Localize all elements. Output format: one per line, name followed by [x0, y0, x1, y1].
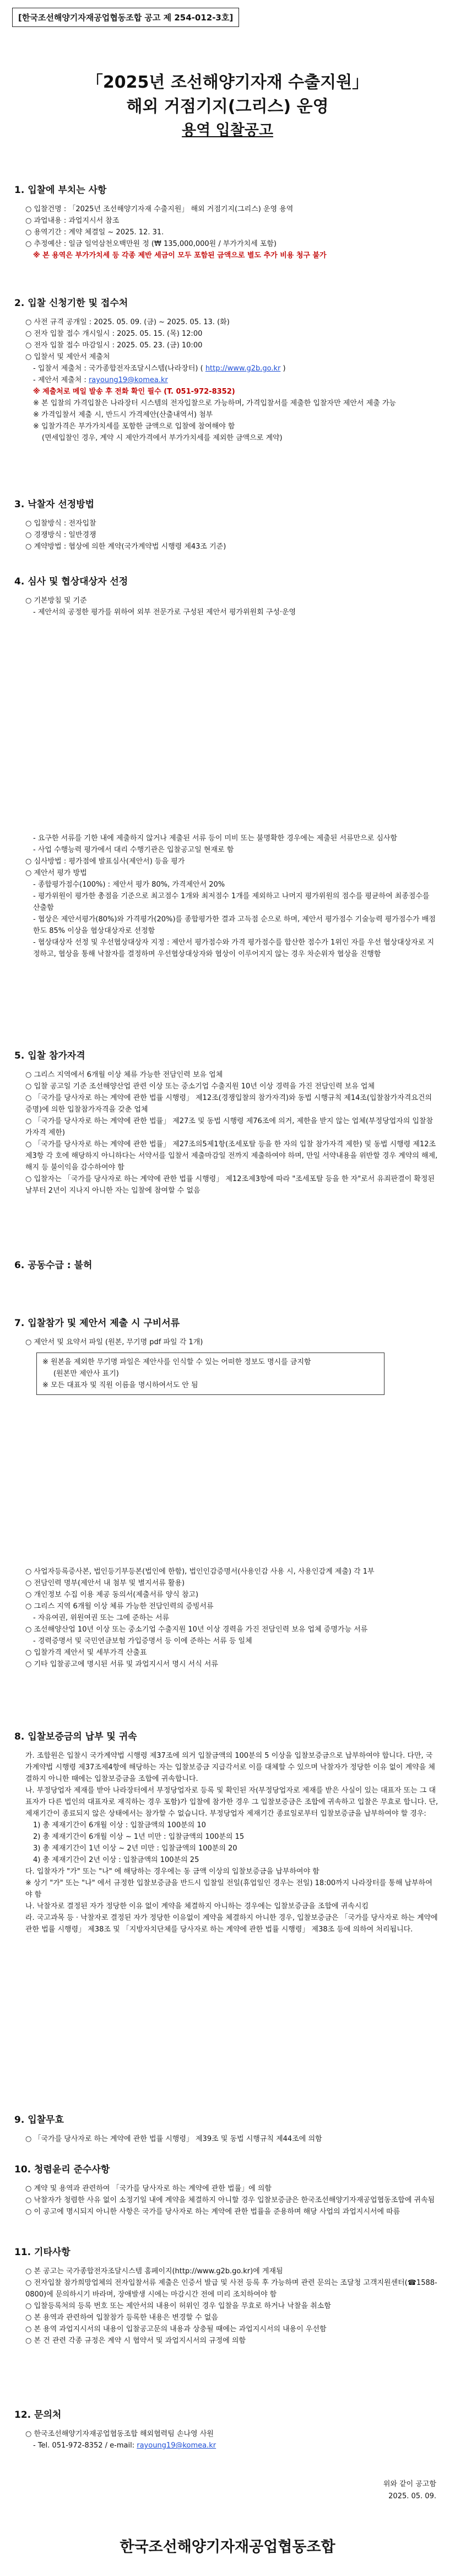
contact-email-link[interactable]: rayoung19@komea.kr	[137, 2441, 216, 2450]
s7-line: ○ 전담인력 명부(제안서 내 첨부 및 별지서류 활용)	[25, 1579, 185, 1587]
s11-line: ○ 입찰등록처의 등록 번호 또는 제안서의 내용이 허위인 경우 입찰을 무효로 하거나 낙찰을 취소함	[25, 2302, 331, 2310]
s8-list-item: 3) 총 제재기간이 1년 이상 ~ 2년 미만 : 입찰금액의 100분의 20	[33, 1844, 237, 1853]
s8-line: 가. 조합원은 입찰시 국가계약법 시행령 제37조에 의거 입찰금액의 100분의 5 이상을 입찰보증금으로 납부하여야 합니다. 다만, 국가계약법 시행령 제37조제4항에 해당하는 자는 입찰보증금 지급각서로 이를 대체할 수 있으며 낙찰자가 정당한 이유 없이 계약을 체결하지 아니한 때에는 입찰보증금을 조합에 귀속합니다.	[25, 1752, 435, 1783]
section-9	[14, 2112, 438, 2145]
section-title: 6. 공동수급 : 불허	[14, 1260, 93, 1271]
section-title: 1. 입찰에 부치는 사항	[14, 185, 107, 196]
s4-line: - 협상대상자 선정 및 우선협상대상자 지정 : 제안서 평가점수와 가격 평가점수를 합산한 점수가 1위인 자를 우선 협상대상자로 지정하고, 협상을 통해 낙찰자를 결정하며 우선협상대상자와 협상이 이루어지지 않는 경우 차순위자 협상을 진행함	[33, 938, 435, 958]
s2-sub-line: - 제안서 제출처 :	[33, 376, 89, 384]
s1-line: ○ 추정예산 : 일금 일억삼천오백만원 정 (₩ 135,000,000원 / 부가가치세 포함)	[25, 240, 277, 248]
section-12	[14, 2407, 438, 2451]
section-title: 3. 낙찰자 선정방법	[14, 499, 95, 510]
s11-line: ○ 본 건 관련 각종 규정은 계약 시 협약서 및 과업지시서의 규정에 의함	[25, 2337, 246, 2345]
section-4-continued	[14, 833, 438, 960]
section-1	[14, 182, 438, 261]
s8-list-item: 2) 총 제재기간이 6개월 이상 ~ 1년 미만 : 입찰금액의 100분의 15	[33, 1833, 245, 1841]
s2-note: ※ 가격입찰서 제출 시, 반드시 가격제안(산출내역서) 첨부	[33, 411, 213, 419]
s10-line: ○ 낙찰자가 청렴한 사유 없이 소정기일 내에 계약을 체결하지 아니할 경우 입찰보증금은 한국조선해양기자재공업협동조합에 귀속됨	[25, 2196, 435, 2204]
s7-line: ○ 그리스 지역 6개월 이상 체류 가능한 전담인력의 증빙서류	[25, 1602, 214, 1611]
s9-line: ○ 「국가를 당사자로 하는 계약에 관한 법률 시행령」 제39조 및 동법 시행규칙 제44조에 의함	[25, 2135, 322, 2143]
s8-line: 라. 국고과목 등 · 낙찰자로 결정된 자가 정당한 이유없이 계약을 체결하지 아니한 경우, 입찰보증금은 「국가를 당사자로 하는 계약에 관한 법률 시행령」 제38조 및 「지방자치단체를 당사자로 하는 계약에 관한 법률 시행령」 제38조 등에 의하여 처리됩니다.	[25, 1914, 438, 1934]
s4-line: - 사업 수행능력 평가에서 대리 수행기관은 입찰공고일 현재로 함	[33, 846, 234, 854]
s8-list-item: 4) 총 제재기간이 2년 이상 : 입찰금액의 100분의 25	[33, 1856, 199, 1864]
s1-warning: ※ 본 용역은 부가가치세 등 각종 제반 세금이 모두 포함된 금액으로 별도 추가 비용 청구 불가	[33, 251, 327, 260]
section-7	[14, 1315, 438, 1398]
title-line-2: 해외 거점기지(그리스) 운영	[126, 97, 329, 116]
s4-line: ○ 기본방침 및 기준	[25, 597, 87, 605]
s7-box-line: ※ 모든 대표자 및 직원 이름을 명시하여서도 안 됨	[42, 1381, 198, 1389]
section-7-continued	[14, 1566, 438, 1670]
s2-line: ○ 전자 입찰 접수 마감일시 : 2025. 05. 23. (금) 10:00	[25, 341, 203, 350]
s12-contact-label: - Tel. 051-972-8352 / e-mail:	[33, 2441, 137, 2450]
section-8	[14, 1729, 438, 1935]
s7-line: ○ 기타 입찰공고에 명시된 서류 및 과업지시서 명시 서식 서류	[25, 1660, 218, 1668]
s2-proposal-submission	[14, 374, 438, 386]
section-title: 2. 입찰 신청기한 및 접수처	[14, 298, 128, 309]
s4-line: - 종합평가점수(100%) : 제안서 평가 80%, 가격제안서 20%	[33, 881, 225, 889]
s2-bid-submission: - 입찰서 제출처 : 국가종합전자조달시스템(나라장터) ( http://www.g2b.go.kr )	[33, 364, 286, 373]
s5-line: ○ 그리스 지역에서 6개월 이상 체류 가능한 전담인력 보유 업체	[25, 1071, 223, 1079]
s4-line: ○ 심사방법 : 평가점에 발표심사(제안서) 등을 평가	[25, 857, 185, 866]
s3-line: ○ 계약방법 : 협상에 의한 계약(국가계약법 시행령 제43조 기준)	[25, 543, 226, 551]
title-block	[0, 71, 455, 142]
s4-line: - 제안서의 공정한 평가를 위하여 외부 전문가로 구성된 제안서 평가위원회 구성·운영	[33, 608, 296, 616]
s2-note: ※ 입찰가격은 부가가치세를 포함한 금액으로 입찰에 참여해야 함	[33, 422, 235, 431]
section-title: 7. 입찰참가 및 제안서 제출 시 구비서류	[14, 1318, 180, 1329]
s2-note-bold: ※ 제출처로 메일 발송 후 전화 확인 필수 (T. 051-972-8352)	[33, 388, 235, 396]
s4-line: - 요구한 서류를 기한 내에 제출하지 않거나 제출된 서류 등이 미비 또는 불명확한 경우에는 제출된 서류만으로 심사함	[33, 834, 398, 842]
s1-line: ○ 과업내용 : 과업지시서 참조	[25, 217, 120, 225]
s7-notice-box	[36, 1353, 384, 1395]
s1-line: ○ 용역기간 : 계약 체결일 ~ 2025. 12. 31.	[25, 228, 164, 237]
s7-line: ○ 입찰가격 제안서 및 세부가격 산출표	[25, 1649, 147, 1657]
section-3	[14, 496, 438, 552]
s10-line: ○ 이 공고에 명시되지 아니한 사항은 국가를 당사자로 하는 계약에 관한 법률을 준용하며 해당 사업의 과업지시서에 따름	[25, 2208, 400, 2216]
s4-line: ○ 제안서 평가 방법	[25, 869, 87, 877]
section-6	[14, 1257, 438, 1279]
s3-line: ○ 입찰방식 : 전자입찰	[25, 519, 96, 528]
s11-line: ○ 본 용역 과업지시서의 내용이 입찰공고문의 내용과 상충될 때에는 과업지시서의 내용이 우선함	[25, 2325, 327, 2333]
g2b-link[interactable]: http://www.g2b.go.kr	[205, 364, 281, 373]
section-4	[14, 573, 438, 618]
section-title: 4. 심사 및 협상대상자 선정	[14, 576, 128, 587]
section-title: 5. 입찰 참가자격	[14, 1050, 85, 1061]
closing-statement	[383, 2478, 436, 2503]
s12-contact	[14, 2440, 438, 2451]
section-title: 9. 입찰무효	[14, 2115, 64, 2126]
s7-box-line: (원본만 제안사 표기)	[53, 1370, 119, 1378]
email-link[interactable]: rayoung19@komea.kr	[88, 376, 168, 384]
s7-line: ○ 개인정보 수집 이용 제공 동의서(제출서류 양식 참고)	[25, 1591, 199, 1599]
s8-list-item: 1) 총 제재기간이 6개월 이상 : 입찰금액의 100분의 10	[33, 1821, 206, 1829]
s2-line: ○ 사전 규격 공개일 : 2025. 05. 09. (금) ~ 2025. 05. 13. (화)	[25, 318, 230, 326]
s5-line: ○ 「국가를 당사자로 하는 계약에 관한 법률」 제27조의5제1항(조세포탈 등을 한 자의 입찰 참가자격 제한) 및 동법 시행령 제12조제3항 각 호에 해당하지 아니하다는 서약서를 입찰서 제출마감일 전까지 제출하여야 하며, 만일 서약내용을 위반할 경우 계약의 해제, 해지 등 불이익을 감수하여야 함	[25, 1140, 438, 1172]
notice-subtitle: 용역 입찰공고	[182, 122, 273, 139]
s8-line: 다. 입찰자가 "가" 또는 "나" 에 해당하는 경우에는 동 금액 이상의 입찰보증금을 납부하여야 함	[25, 1867, 319, 1876]
s7-line: - 경력증명서 및 국민연금보험 가입증명서 등 이에 준하는 서류 등 일체	[33, 1637, 252, 1645]
s5-line: ○ 「국가를 당사자로 하는 계약에 관한 법률 시행령」 제12조(경쟁입찰의 참가자격)와 동법 시행규칙 제14조(입찰참가자격요건의 증명)에 의한 입찰참가자격을 갖춘 업체	[25, 1094, 432, 1114]
notice-number: [한국조선해양기자재공업협동조합 공고 제 254-012-3호]	[12, 8, 239, 27]
s7-box-line: ※ 원본을 제외한 무기명 파일은 제안사를 인식할 수 있는 어떠한 정보도 명시를 금지함	[42, 1358, 311, 1366]
s8-line: 나. 부정당업자 제재를 받아 나라장터에서 부정당업자로 등록 및 확인된 자(부정당업자로 제재를 받은 사실이 있는 대표자 또는 그 대표자가 다른 법인의 대표자로 재직하는 경우 포함)가 입찰에 참가한 경우 그 입찰보증금은 조합에 귀속하고 입찰은 무효로 합니다. 단, 제재기간이 종료되지 않은 상태에서는 참가할 수 없습니다. 부정당업자 제재기간 종료일로부터 입찰보증금을 납부하여야 할 경우:	[25, 1786, 438, 1818]
closing-line: 위와 같이 공고함	[383, 2480, 436, 2488]
section-10	[14, 2161, 438, 2218]
s12-line: ○ 한국조선해양기자재공업협동조합 해외협력팀 손나영 사원	[25, 2430, 214, 2438]
section-title: 11. 기타사항	[14, 2247, 71, 2258]
s7-line: - 자유여권, 위원여권 또는 그에 준하는 서류	[33, 1614, 170, 1622]
section-2	[14, 295, 438, 444]
section-11	[14, 2244, 438, 2347]
s7-line: ○ 제안서 및 요약서 파일 (원본, 무기명 pdf 파일 각 1개)	[25, 1338, 203, 1346]
s4-line: - 협상은 제안서평가(80%)와 가격평가(20%)를 종합평가한 결과 고득점 순으로 하며, 제안서 평가점수 기술능력 평가점수가 배점한도 85% 이상을 협상대상자로 선정함	[33, 915, 436, 935]
s3-line: ○ 경쟁방식 : 일반경쟁	[25, 531, 96, 539]
section-title: 10. 청렴윤리 준수사항	[14, 2164, 110, 2175]
s2-note: ※ 본 입찰의 가격입찰은 나라장터 시스템의 전자입찰으로 가능하며, 가격입찰서를 제출한 입찰자만 제안서 제출 가능	[33, 399, 396, 407]
s2-line: ○ 전자 입찰 접수 개시일시 : 2025. 05. 15. (목) 12:00	[25, 330, 203, 338]
notice-date: 2025. 05. 09.	[388, 2492, 436, 2500]
section-5	[14, 1048, 438, 1196]
s7-line: ○ 사업자등록증사본, 법인등기부등본(법인에 한함), 법인인감증명서(사용인감 사용 시, 사용인감계 제출) 각 1부	[25, 1568, 375, 1576]
s7-line: ○ 조선해양산업 10년 이상 또는 중소기업 수출지원 10년 이상 경력을 가진 전담인력 보유 업체 증명가능 서류	[25, 1625, 368, 1634]
s1-line: ○ 입찰건명 : 「2025년 조선해양기자재 수출지원」 해외 거점기지(그리스) 운영 용역	[25, 205, 294, 213]
s10-line: ○ 계약 및 용역과 관련하여 「국가를 당사자로 하는 계약에 관한 법률」에 의함	[25, 2185, 272, 2193]
s4-line: - 평가위원이 평가한 총점을 기준으로 최고점수 1개와 최저점수 1개를 제외하고 나머지 평가위원의 점수를 평균하여 최종점수를 산출함	[33, 892, 430, 912]
s11-line: ○ 본 공고는 국가종합전자조달시스템 홈페이지(http://www.g2b.go.kr)에 게재됨	[25, 2267, 283, 2276]
s5-line: ○ 「국가를 당사자로 하는 계약에 관한 법률」 제27조 및 동법 시행령 제76조에 의거, 제한을 받지 않는 업체(부정당업자의 입찰참가자격 제한)	[25, 1117, 434, 1137]
s5-line: ○ 입찰 공고일 기준 조선해양산업 관련 이상 또는 중소기업 수출지원 10년 이상 경력을 가진 전담인력 보유 업체	[25, 1082, 375, 1091]
s2-sub-line: - 입찰서 제출처 : 국가종합전자조달시스템(나라장터) (	[33, 364, 205, 373]
s2-line: ○ 입찰서 및 제안서 제출처	[25, 353, 110, 361]
title-line-1: 「2025년 조선해양기자재 수출지원」	[86, 73, 369, 92]
section-title: 12. 문의처	[14, 2409, 62, 2421]
s2-note: (면세입찰인 경우, 계약 시 제안가격에서 부가가치세를 제외한 금액으로 계약)	[42, 434, 283, 442]
s8-line: ※ 상기 "가" 또는 "나" 에서 규정한 입찰보증금을 반드시 입찰일 전일(휴업일인 경우는 전일) 18:00까지 나라장터를 통해 납부하여야 함	[25, 1879, 432, 1899]
section-title: 8. 입찰보증금의 납부 및 귀속	[14, 1731, 137, 1742]
s11-line: ○ 전자입찰 참가희망업체의 전자입찰서류 제출은 인증서 발급 및 사전 등록 후 가능하며 관련 문의는 조달청 고객지원센터(☎1588-0800)에 문의하시기 바라며, 장애발생 시에는 마감시간 전에 미리 조치하여야 함	[25, 2279, 437, 2299]
organization-name: 한국조선해양기자재공업협동조합	[120, 2539, 335, 2556]
s8-line: 나. 낙찰자로 결정된 자가 정당한 이유 없이 계약을 체결하지 아니하는 경우에는 입찰보증금을 조합에 귀속시킴	[25, 1902, 369, 1910]
s11-line: ○ 본 용역과 관련하여 입찰참가 등록한 내용은 변경할 수 없음	[25, 2314, 218, 2322]
s5-line: ○ 입찰자는 「국가를 당사자로 하는 계약에 관한 법률 시행령」 제12조제3항에 따라 "조세포탈 등을 한 자"로서 유죄판결이 확정된 날부터 2년이 지나지 아니한 자는 입찰에 참여할 수 없음	[25, 1175, 435, 1195]
